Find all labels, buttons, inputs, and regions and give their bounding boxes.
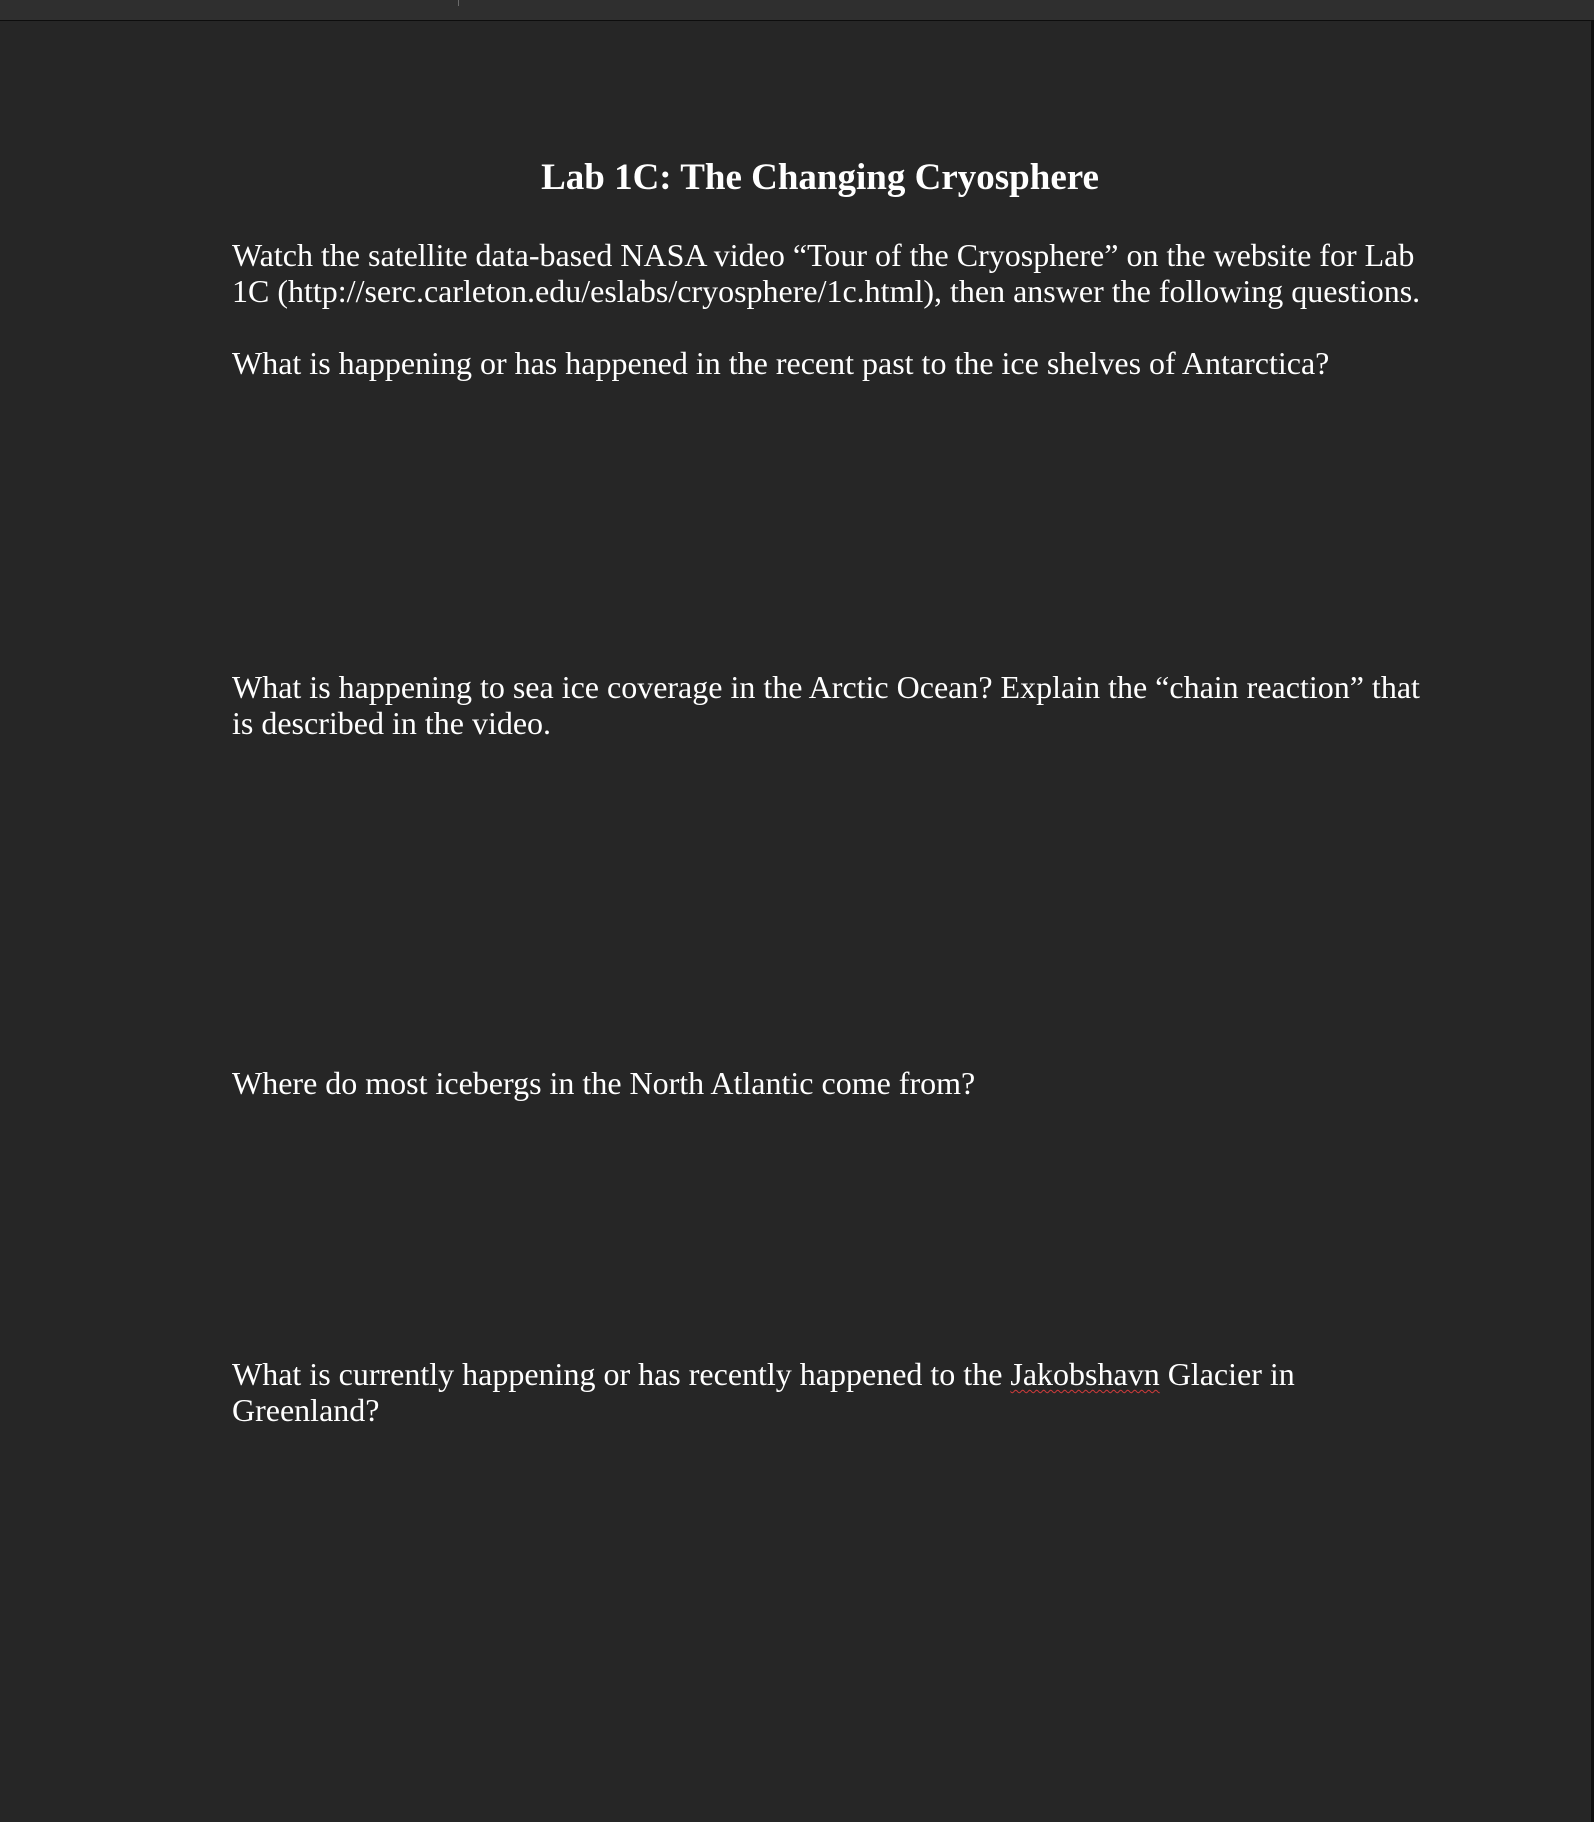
question-4-line-1 <box>232 1356 1422 1392</box>
answer-space-2[interactable] <box>232 752 1422 1052</box>
intro-line-2: 1C (http://serc.carleton.edu/eslabs/cryosphere/1c.html), then answer the following questions. <box>232 273 1421 309</box>
intro-line-1: Watch the satellite data-based NASA video “Tour of the Cryosphere” on the website for Lab <box>232 237 1415 273</box>
document-title: Lab 1C: The Changing Cryosphere <box>541 157 1099 198</box>
question-2-line-2: is described in the video. <box>232 705 552 741</box>
question-2 <box>232 669 1422 741</box>
answer-space-4[interactable] <box>232 1440 1422 1810</box>
question-1 <box>232 345 1422 381</box>
question-1-text: What is happening or has happened in the recent past to the ice shelves of Antarctica? <box>232 345 1330 381</box>
answer-space-3[interactable] <box>232 1112 1422 1352</box>
question-3-text: Where do most icebergs in the North Atlantic come from? <box>232 1065 976 1101</box>
intro-paragraph <box>232 237 1422 309</box>
spellcheck-flagged-word[interactable]: Jakobshavn <box>1010 1356 1160 1392</box>
ruler-tick <box>458 0 459 6</box>
answer-space-1[interactable] <box>232 392 1422 662</box>
question-4 <box>232 1356 1422 1428</box>
question-4-text-before: What is currently happening or has recently happened to the <box>232 1356 1011 1392</box>
question-2-line-1: What is happening to sea ice coverage in the Arctic Ocean? Explain the “chain reaction” that <box>232 669 1420 705</box>
question-4-line-2: Greenland? <box>232 1392 380 1428</box>
window-top-bar <box>0 0 1594 21</box>
question-3 <box>232 1065 1422 1101</box>
question-4-text-after: Glacier in <box>1159 1356 1295 1392</box>
